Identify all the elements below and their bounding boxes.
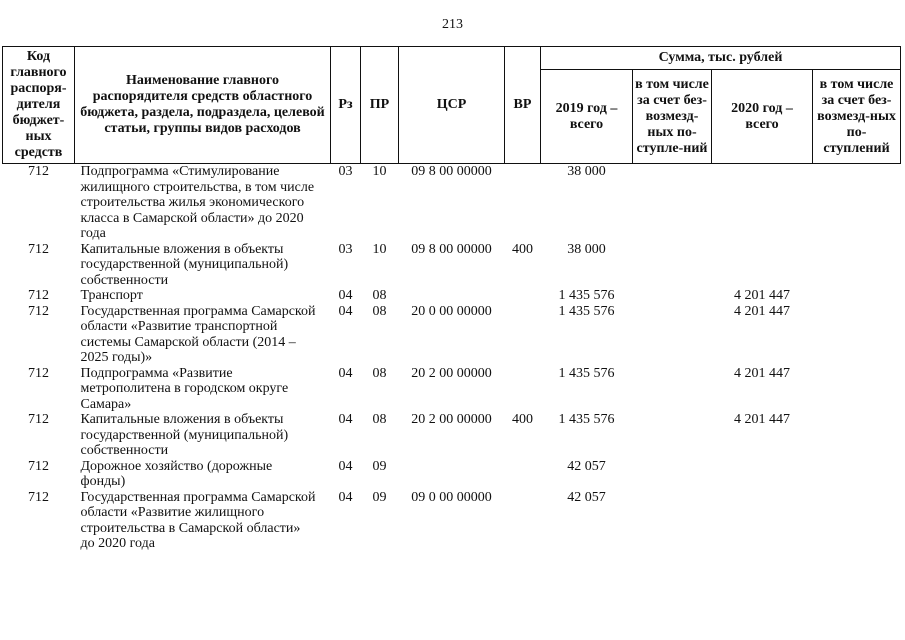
table-row (3, 459, 901, 490)
header-csr: ЦСР (399, 47, 505, 164)
cell-pr: 08 (372, 365, 387, 381)
cell-pr: 09 (372, 458, 387, 474)
table-body (3, 164, 901, 552)
cell-vr (505, 459, 541, 490)
cell-csr: 09 8 00 00000 (411, 241, 492, 257)
cell-csr: 20 2 00 00000 (411, 412, 492, 427)
header-rz: Рз (331, 47, 361, 164)
cell-code: 712 (28, 412, 49, 427)
header-pr: ПР (361, 47, 399, 164)
cell-2020-total: 4 201 447 (734, 365, 790, 381)
cell-csr: 20 2 00 00000 (411, 365, 492, 381)
table-row (3, 288, 901, 304)
budget-table (2, 46, 901, 552)
cell-csr: 20 0 00 00000 (411, 303, 492, 319)
cell-name: Транспорт (80, 288, 143, 303)
cell-2020-grants (813, 304, 901, 366)
cell-2019-grants (633, 412, 712, 459)
cell-pr: 08 (372, 288, 387, 303)
cell-pr: 08 (372, 303, 387, 319)
cell-name: Государственная программа Самарской области «Развитие транспортной системы Самарской области (2014 – 2025 годы)» (80, 303, 316, 365)
cell-code: 712 (28, 458, 49, 474)
cell-2019-grants (633, 288, 712, 304)
cell-rz: 03 (338, 164, 353, 179)
cell-rz: 03 (338, 241, 353, 257)
table-row (3, 164, 901, 242)
cell-2019-grants (633, 164, 712, 242)
header-2019-grants: в том числе за счет без-возмезд-ных по-ступле-ний (633, 70, 712, 164)
cell-csr: 09 8 00 00000 (411, 164, 492, 179)
cell-2019-grants (633, 366, 712, 413)
cell-2019-grants (633, 490, 712, 552)
cell-name: Государственная программа Самарской области «Развитие жилищного строительства в Самарской области» до 2020 года (80, 489, 316, 551)
cell-code: 712 (28, 241, 49, 257)
cell-2019-total: 1 435 576 (558, 303, 615, 319)
cell-vr (505, 490, 541, 552)
header-vr: ВР (505, 47, 541, 164)
table-row (3, 304, 901, 366)
header-sum-group: Сумма, тыс. рублей (541, 47, 901, 70)
cell-2020-grants (813, 164, 901, 242)
cell-2020-grants (813, 412, 901, 459)
cell-pr: 09 (372, 489, 387, 505)
cell-rz: 04 (338, 489, 353, 505)
header-code: Код главного распоря-дителя бюджет-ных средств (3, 47, 75, 164)
cell-name: Дорожное хозяйство (дорожные фонды) (80, 458, 273, 489)
cell-vr (505, 288, 541, 304)
table-row (3, 242, 901, 289)
cell-2020-grants (813, 459, 901, 490)
cell-vr: 400 (512, 241, 533, 257)
cell-vr: 400 (512, 412, 533, 427)
cell-2019-total: 1 435 576 (558, 365, 615, 381)
page-number: 213 (442, 17, 463, 32)
cell-rz: 04 (338, 288, 353, 303)
cell-vr (505, 366, 541, 413)
table-row (3, 412, 901, 459)
cell-code: 712 (28, 164, 49, 179)
header-2020-grants: в том числе за счет без-возмезд-ных по-ступлений (813, 70, 901, 164)
cell-2020-total (712, 164, 813, 242)
cell-vr (505, 304, 541, 366)
cell-pr: 08 (372, 412, 387, 427)
cell-2020-grants (813, 242, 901, 289)
cell-2019-total: 38 000 (567, 164, 606, 179)
cell-name: Подпрограмма «Стимулирование жилищного строительства, в том числе строительства жилья экономического класса в Самарской области» до 2020 года (80, 164, 315, 241)
cell-rz: 04 (338, 458, 353, 474)
cell-name: Подпрограмма «Развитие метрополитена в городском округе Самара» (80, 365, 289, 412)
cell-code: 712 (28, 303, 49, 319)
header-name: Наименование главного распорядителя средств областного бюджета, раздела, подраздела, целевой статьи, группы видов расходов (75, 47, 331, 164)
cell-csr: 09 0 00 00000 (411, 489, 492, 505)
cell-rz: 04 (338, 365, 353, 381)
cell-vr (505, 164, 541, 242)
cell-rz: 04 (338, 303, 353, 319)
cell-2019-total: 1 435 576 (558, 288, 615, 303)
cell-2020-grants (813, 490, 901, 552)
header-2019-total: 2019 год – всего (541, 70, 633, 164)
cell-2019-total: 42 057 (567, 458, 606, 474)
cell-2020-total (712, 490, 813, 552)
cell-code: 712 (28, 365, 49, 381)
table-row (3, 490, 901, 552)
cell-2019-total: 38 000 (567, 241, 606, 257)
cell-2020-total: 4 201 447 (734, 303, 790, 319)
cell-csr (399, 459, 505, 490)
cell-pr: 10 (372, 241, 387, 257)
cell-2019-grants (633, 242, 712, 289)
cell-2020-total (712, 459, 813, 490)
cell-2020-total (712, 242, 813, 289)
cell-2020-total: 4 201 447 (734, 412, 790, 427)
header-2020-total: 2020 год – всего (712, 70, 813, 164)
cell-code: 712 (28, 489, 49, 505)
cell-2020-grants (813, 366, 901, 413)
cell-2020-grants (813, 288, 901, 304)
table-header (3, 47, 901, 164)
cell-2019-grants (633, 304, 712, 366)
cell-rz: 04 (338, 412, 353, 427)
cell-2019-total: 42 057 (567, 489, 606, 505)
cell-pr: 10 (372, 164, 387, 179)
cell-csr (399, 288, 505, 304)
cell-2019-total: 1 435 576 (558, 412, 615, 427)
cell-name: Капитальные вложения в объекты государственной (муниципальной) собственности (80, 412, 289, 458)
cell-2020-total: 4 201 447 (734, 288, 790, 303)
cell-2019-grants (633, 459, 712, 490)
cell-name: Капитальные вложения в объекты государственной (муниципальной) собственности (80, 241, 289, 288)
cell-code: 712 (28, 288, 49, 303)
table-row (3, 366, 901, 413)
